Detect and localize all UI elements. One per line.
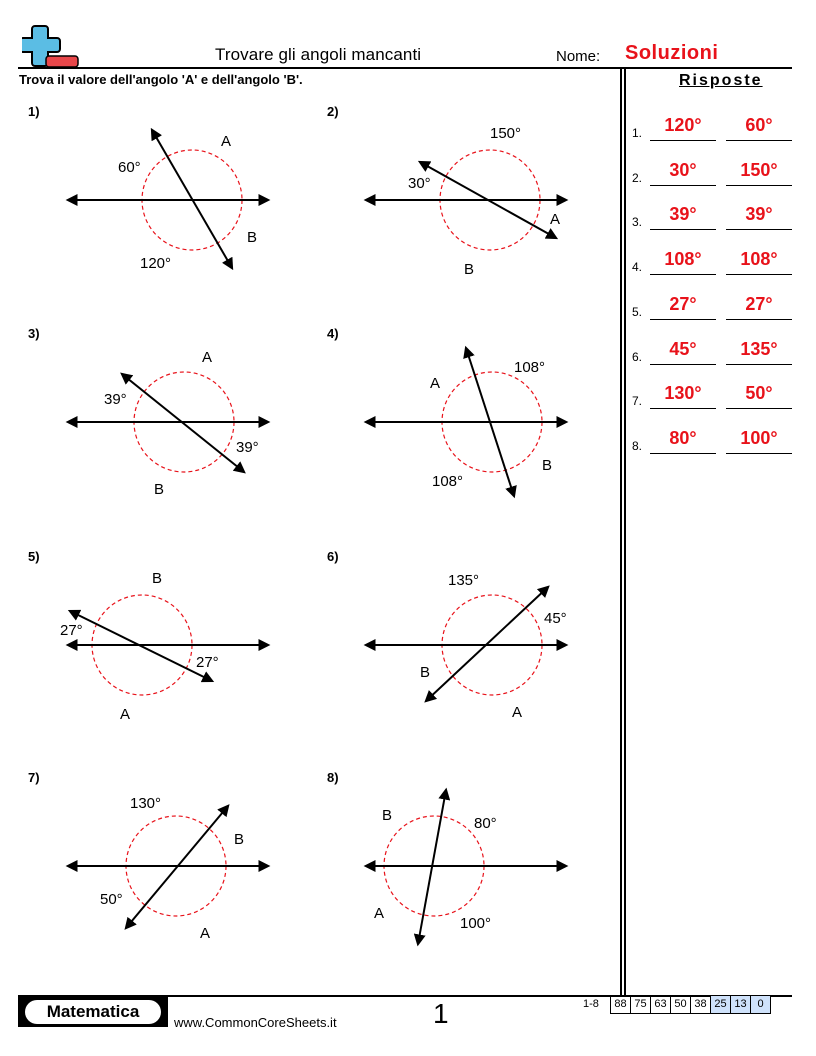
angle-label-b: B (464, 261, 475, 278)
angle-label-b: B (542, 457, 553, 474)
answer-a: 30° (650, 157, 716, 186)
score-table (610, 996, 771, 1014)
angle-label-a: A (512, 704, 523, 721)
score-cell: 50 (671, 996, 691, 1014)
angle-diagram-7 (0, 766, 310, 966)
score-cell-highlighted: 0 (751, 996, 771, 1014)
given-angle: 30° (408, 175, 431, 192)
answer-b: 100° (726, 425, 792, 454)
given-angle: 39° (236, 439, 259, 456)
given-angle: 100° (460, 915, 492, 932)
name-value: Soluzioni (625, 42, 719, 64)
given-angle: 60° (118, 159, 141, 176)
column-divider (620, 68, 622, 995)
score-range: 1-8 (583, 998, 599, 1010)
angle-diagram-8 (300, 766, 610, 966)
score-cell: 63 (651, 996, 671, 1014)
answer-b: 108° (726, 246, 792, 275)
angle-label-a: A (120, 706, 131, 723)
answer-row (632, 335, 802, 365)
angle-diagram-6 (300, 545, 610, 745)
problem-number: 4) (327, 326, 339, 341)
brand-label: Matematica (25, 1000, 161, 1024)
answer-a: 45° (650, 336, 716, 365)
answers-heading: Risposte (679, 72, 763, 89)
answer-b: 39° (726, 201, 792, 230)
angle-label-a: A (550, 211, 561, 228)
angle-label-a: A (200, 925, 211, 942)
answer-a: 108° (650, 246, 716, 275)
answer-row (632, 290, 802, 320)
problem-number: 1) (28, 104, 40, 119)
answer-row (632, 200, 802, 230)
given-angle: 108° (514, 359, 546, 376)
score-cell-highlighted: 25 (711, 996, 731, 1014)
column-divider (624, 68, 626, 995)
given-angle: 39° (104, 391, 127, 408)
site-url: www.CommonCoreSheets.it (174, 1015, 337, 1030)
given-angle: 108° (432, 473, 464, 490)
given-angle: 135° (448, 572, 480, 589)
answer-b: 60° (726, 112, 792, 141)
angle-label-b: B (234, 831, 245, 848)
answer-number: 5. (632, 305, 643, 319)
header-rule (18, 67, 792, 69)
answer-row (632, 379, 802, 409)
answer-number: 6. (632, 350, 643, 364)
answer-a: 130° (650, 380, 716, 409)
answer-b: 135° (726, 336, 792, 365)
answer-a: 27° (650, 291, 716, 320)
given-angle: 45° (544, 610, 567, 627)
answer-a: 39° (650, 201, 716, 230)
answer-row (632, 156, 802, 186)
answer-b: 50° (726, 380, 792, 409)
answer-number: 7. (632, 394, 643, 408)
angle-label-b: B (420, 664, 431, 681)
answer-number: 4. (632, 260, 643, 274)
problem-number: 6) (327, 549, 339, 564)
answer-number: 2. (632, 171, 643, 185)
answer-a: 120° (650, 112, 716, 141)
name-label: Nome: (556, 48, 601, 65)
given-angle: 130° (130, 795, 162, 812)
angle-label-a: A (221, 133, 232, 150)
answer-number: 8. (632, 439, 643, 453)
answer-number: 3. (632, 215, 643, 229)
problem-number: 2) (327, 104, 339, 119)
problem-number: 8) (327, 770, 339, 785)
score-cell: 38 (691, 996, 711, 1014)
answer-b: 150° (726, 157, 792, 186)
worksheet-title: Trovare gli angoli mancanti (215, 45, 422, 64)
instructions: Trova il valore dell'angolo 'A' e dell'angolo 'B'. (19, 72, 303, 87)
answer-row (632, 245, 802, 275)
answer-b: 27° (726, 291, 792, 320)
given-angle: 80° (474, 815, 497, 832)
given-angle: 120° (140, 255, 172, 272)
page-number: 1 (433, 998, 449, 1029)
angle-label-a: A (202, 349, 213, 366)
angle-diagram-2 (300, 100, 610, 300)
problem-number: 3) (28, 326, 40, 341)
answer-row (632, 111, 802, 141)
angle-diagram-4 (300, 322, 610, 522)
given-angle: 150° (490, 125, 522, 142)
angle-label-a: A (430, 375, 441, 392)
score-cell: 88 (611, 996, 631, 1014)
logo-plus-minus-icon (22, 24, 80, 68)
answer-number: 1. (632, 126, 643, 140)
angle-label-b: B (152, 570, 163, 587)
angle-diagram-5 (0, 545, 310, 745)
score-cell: 75 (631, 996, 651, 1014)
angle-label-b: B (154, 481, 165, 498)
score-cell-highlighted: 13 (731, 996, 751, 1014)
given-angle: 27° (60, 622, 83, 639)
given-angle: 27° (196, 654, 219, 671)
given-angle: 50° (100, 891, 123, 908)
answer-a: 80° (650, 425, 716, 454)
angle-label-b: B (247, 229, 258, 246)
angle-label-a: A (374, 905, 385, 922)
angle-diagram-3 (0, 322, 310, 522)
problem-number: 7) (28, 770, 40, 785)
angle-diagram-1 (0, 100, 310, 300)
angle-label-b: B (382, 807, 393, 824)
problem-number: 5) (28, 549, 40, 564)
answer-row (632, 424, 802, 454)
